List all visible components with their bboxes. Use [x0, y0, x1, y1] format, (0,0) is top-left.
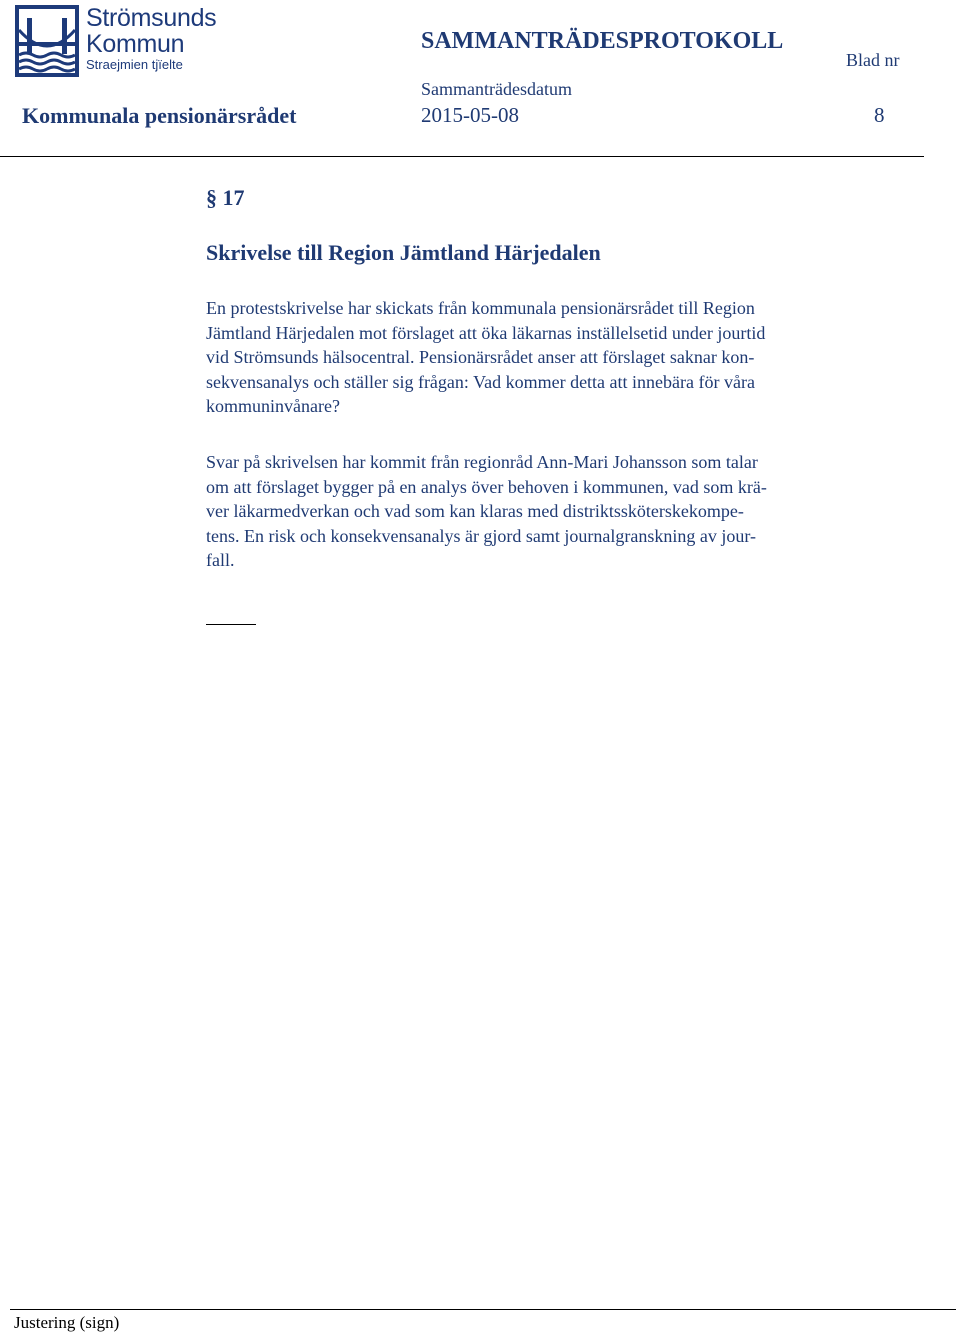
meeting-date-value: 2015-05-08 [421, 103, 519, 127]
paragraph-line: Jämtland Härjedalen mot förslaget att öka läkarnas inställelsetid under jourtid [206, 322, 766, 343]
page-number-label: Blad nr [846, 50, 900, 70]
organization-name: Kommunala pensionärsrådet [22, 103, 297, 128]
paragraph-line: fall. [206, 550, 235, 570]
logo-name-line1: Strömsunds [86, 4, 217, 32]
paragraph-line: Svar på skrivelsen har kommit från regionråd Ann-Mari Johansson som talar [206, 452, 758, 472]
meeting-date-label: Sammanträdesdatum [421, 79, 572, 99]
section-number: § 17 [206, 185, 245, 210]
page-number-value: 8 [874, 103, 885, 127]
body-paragraph-1 [206, 296, 906, 419]
paragraph-line: kommuninvånare? [206, 396, 340, 416]
document-title: SAMMANTRÄDESPROTOKOLL [421, 28, 784, 54]
paragraph-line: sekvensanalys och ställer sig frågan: Vad kommer detta att innebära för våra [206, 371, 755, 392]
footer-divider [10, 1309, 956, 1310]
paragraph-line: En protestskrivelse har skickats från kommunala pensionärsrådet till Region [206, 298, 755, 318]
header-divider [0, 156, 924, 157]
logo-name-line2: Kommun [86, 30, 185, 58]
body-paragraph-2 [206, 450, 906, 573]
signature-label: Justering (sign) [14, 1313, 120, 1332]
bridge-emblem-icon [14, 4, 80, 78]
paragraph-line: ver läkarmedverkan och vad som kan klaras med distriktssköterskekompe- [206, 501, 744, 521]
paragraph-line: tens. En risk och konsekvensanalys är gjord samt journalgranskning av jour- [206, 525, 757, 546]
municipality-logo [14, 4, 217, 78]
section-end-rule [206, 624, 256, 625]
paragraph-line: vid Strömsunds hälsocentral. Pensionärsrådet anser att förslaget saknar kon- [206, 347, 755, 367]
paragraph-line: om att förslaget bygger på en analys över behoven i kommunen, vad som krä- [206, 476, 767, 497]
section-heading: Skrivelse till Region Jämtland Härjedalen [206, 240, 601, 265]
logo-name-line3: Straejmien tjïelte [86, 57, 183, 72]
